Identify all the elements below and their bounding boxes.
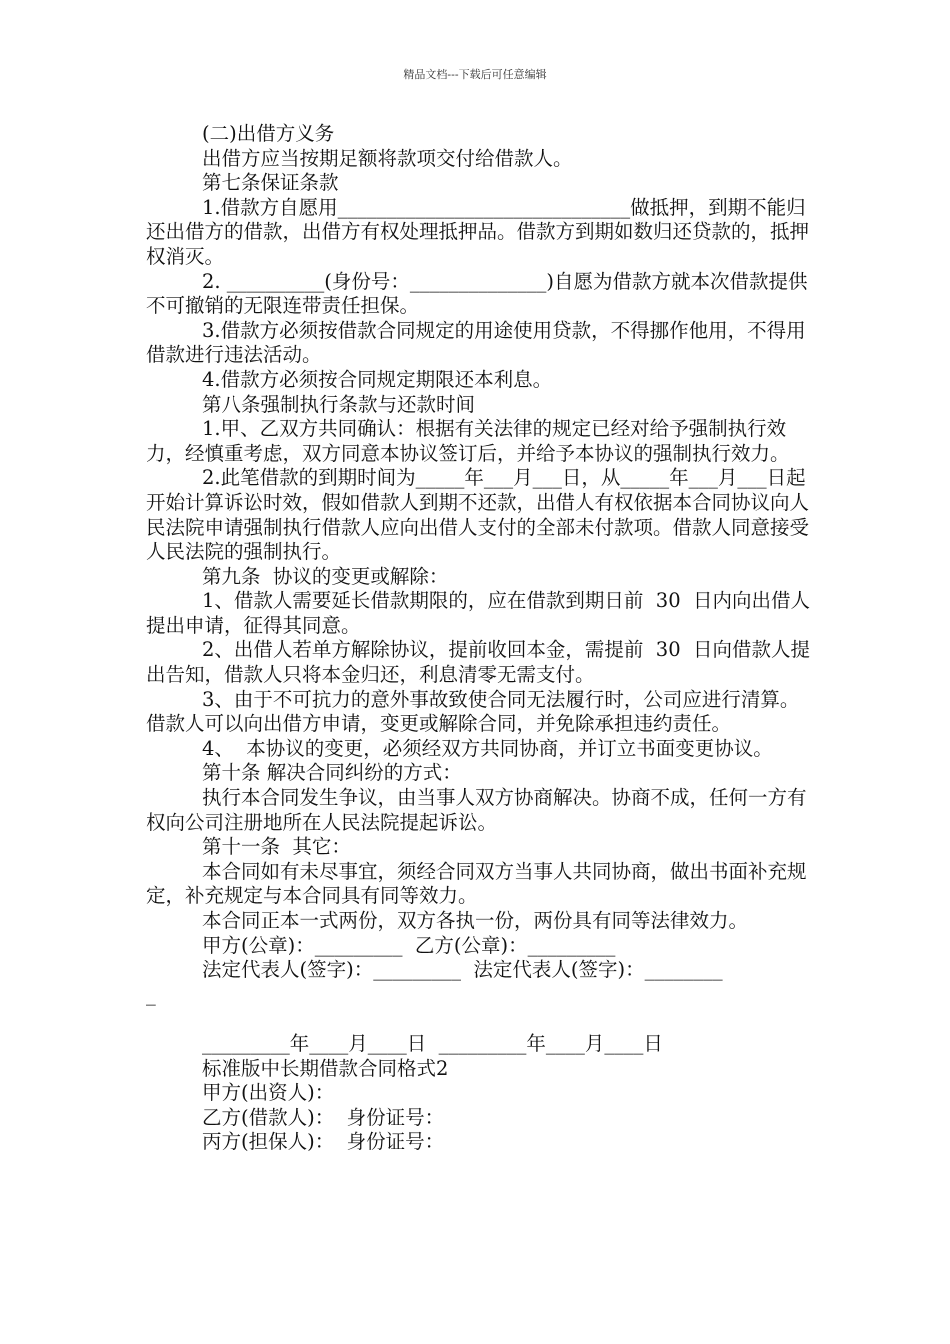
paragraph: 1.甲、乙双方共同确认：根据有关法律的规定已经对给予强制执行效力，经慎重考虑，双方同意本协议签订后，并给予本协议的强制执行效力。 (146, 417, 790, 465)
party-line: 甲方(出资人)： (202, 1081, 335, 1105)
article-heading: 第七条保证条款 (202, 171, 339, 195)
contract-title: 标准版中长期借款合同格式2 (202, 1056, 449, 1080)
paragraph: 执行本合同发生争议，由当事人双方协商解决。协商不成，任何一方有权向公司注册地所在人民法院提起诉讼。 (146, 786, 807, 834)
blank-line (146, 1007, 814, 1032)
paragraph: 2、出借人若单方解除协议，提前收回本金，需提前 30 日向借款人提出告知，借款人只将本金归还，利息清零无需支付。 (146, 638, 811, 687)
paragraph: 本合同如有未尽事宜，须经合同双方当事人共同协商，做出书面补充规定，补充规定与本合同具有同等效力。 (146, 859, 807, 908)
article-heading: 第十一条 其它： (202, 835, 351, 859)
paragraph: 2.此笔借款的到期时间为_____年___月___日，从_____年___月___日起开始计算诉讼时效，假如借款人到期不还款，出借人有权依据本合同协议向人民法院申请强制执行借款人应向出借人支付的全部未付款项。借款人同意接受人民法院的强制执行。 (146, 466, 810, 564)
stray-underscore: _ (146, 982, 156, 1006)
section-heading: (二)出借方义务 (202, 122, 335, 145)
paragraph: 本合同正本一式两份，双方各执一份，两份具有同等法律效力。 (202, 909, 749, 932)
paragraph: 4.借款方必须按合同规定期限还本利息。 (202, 367, 553, 391)
paragraph: 出借方应当按期足额将款项交付给借款人。 (202, 146, 573, 170)
signature-line: 甲方(公章)：_________ 乙方(公章)：_________ (202, 933, 616, 957)
party-line: 丙方(担保人)： 身份证号： (202, 1130, 445, 1154)
page-header: 精品文档---下载后可任意编辑 (403, 68, 547, 81)
paragraph: 4、 本协议的变更，必须经双方共同协商，并订立书面变更协议。 (202, 736, 773, 760)
article-heading: 第八条强制执行条款与还款时间 (202, 392, 476, 416)
document-body (146, 122, 814, 1155)
paragraph: 3、由于不可抗力的意外事故致使合同无法履行时，公司应进行清算。借款人可以向出借方申请，变更或解除合同，并免除承担违约责任。 (146, 687, 800, 736)
date-line: _________年____月____日 _________年____月____日 (202, 1031, 663, 1055)
party-line: 乙方(借款人)： 身份证号： (202, 1105, 445, 1129)
article-heading: 第十条 解决合同纠纷的方式： (202, 761, 462, 785)
signature-line: 法定代表人(签字)：_________ 法定代表人(签字)：________ (202, 958, 723, 982)
paragraph: 1、借款人需要延长借款期限的，应在借款到期日前 30 日内向出借人提出申请，征得其同意。 (146, 589, 811, 637)
paragraph: 3.借款方必须按借款合同规定的用途使用贷款，不得挪作他用，不得用借款进行违法活动。 (146, 318, 806, 367)
article-heading: 第九条 协议的变更或解除： (202, 564, 449, 588)
paragraph: 2. __________(身份号：______________)自愿为借款方就本次借款提供不可撤销的无限连带责任担保。 (146, 269, 808, 318)
paragraph: 1.借款方自愿用______________________________做抵押，到期不能归还出借方的借款，出借方有权处理抵押品。借款方到期如数归还贷款的，抵押权消灭。 (146, 195, 810, 268)
